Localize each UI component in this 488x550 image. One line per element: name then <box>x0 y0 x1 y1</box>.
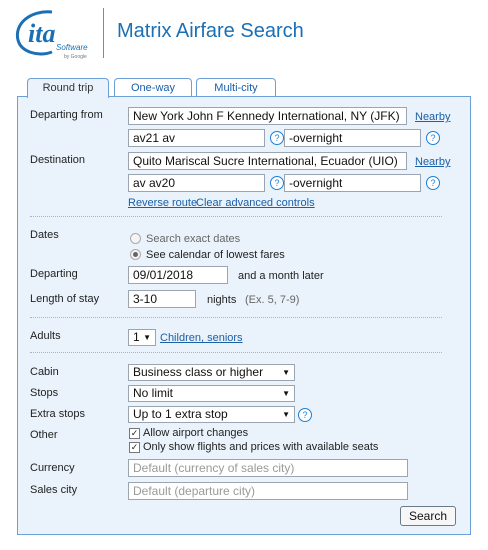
currency-input[interactable]: Default (currency of sales city) <box>128 459 408 477</box>
stops-value: No limit <box>133 386 174 400</box>
month-later-text: and a month later <box>238 270 324 282</box>
search-button[interactable]: Search <box>400 506 456 526</box>
clear-advanced-controls-link[interactable]: Clear advanced controls <box>196 197 315 209</box>
extra-stops-label: Extra stops <box>30 408 86 420</box>
allow-airport-changes-label: Allow airport changes <box>143 427 249 439</box>
departing-from-label: Departing from <box>30 109 103 121</box>
extra-stops-select[interactable] <box>128 406 295 423</box>
chevron-down-icon: ▼ <box>282 368 290 377</box>
cabin-select[interactable] <box>128 364 295 381</box>
nights-text: nights <box>207 294 237 306</box>
help-icon[interactable]: ? <box>426 131 440 145</box>
departing-nearby-link[interactable]: Nearby <box>415 111 451 123</box>
departing-extension-input[interactable]: -overnight <box>284 129 421 147</box>
stops-select[interactable] <box>128 385 295 402</box>
sales-city-label: Sales city <box>30 484 78 496</box>
cabin-label: Cabin <box>30 366 59 378</box>
sales-city-input[interactable]: Default (departure city) <box>128 482 408 500</box>
section-divider <box>30 317 442 318</box>
logo-sub: Software <box>56 43 88 52</box>
logo-separator <box>103 8 104 58</box>
stay-example-text: (Ex. 5, 7-9) <box>245 294 300 306</box>
chevron-down-icon: ▼ <box>282 389 290 398</box>
cabin-value: Business class or higher <box>133 365 264 379</box>
departing-date-label: Departing <box>30 268 78 280</box>
other-label: Other <box>30 429 58 441</box>
chevron-down-icon: ▼ <box>282 410 290 419</box>
destination-nearby-link[interactable]: Nearby <box>415 156 451 168</box>
section-divider <box>30 352 442 353</box>
logo-mark: ita <box>28 19 56 48</box>
departing-date-input[interactable]: 09/01/2018 <box>128 266 228 284</box>
calendar-fares-option-label: See calendar of lowest fares <box>146 249 285 261</box>
departing-airport-input[interactable]: New York John F Kennedy International, NY (JFK) <box>128 107 407 125</box>
ita-software-logo <box>12 6 94 62</box>
departing-routing-input[interactable]: av21 av <box>128 129 265 147</box>
stops-label: Stops <box>30 387 59 399</box>
destination-label: Destination <box>30 154 86 166</box>
adults-label: Adults <box>30 330 61 342</box>
reverse-route-link[interactable]: Reverse route <box>128 197 198 209</box>
currency-label: Currency <box>30 462 75 474</box>
exact-dates-radio[interactable] <box>130 233 141 244</box>
checkmark-icon: ✓ <box>130 442 139 452</box>
destination-routing-input[interactable]: av av20 <box>128 174 265 192</box>
adults-value: 1 <box>133 330 140 344</box>
logo-by: by Google <box>64 54 87 60</box>
available-seats-checkbox[interactable] <box>129 442 140 453</box>
help-icon[interactable]: ? <box>270 176 284 190</box>
calendar-fares-radio[interactable] <box>130 249 141 260</box>
allow-airport-changes-checkbox[interactable] <box>129 428 140 439</box>
extra-stops-value: Up to 1 extra stop <box>133 407 228 421</box>
available-seats-label: Only show flights and prices with available seats <box>143 441 379 453</box>
length-of-stay-label: Length of stay <box>30 293 100 305</box>
section-divider <box>30 216 442 217</box>
help-icon[interactable]: ? <box>298 408 312 422</box>
length-of-stay-input[interactable]: 3-10 <box>128 290 196 308</box>
destination-extension-input[interactable]: -overnight <box>284 174 421 192</box>
exact-dates-option-label: Search exact dates <box>146 233 241 245</box>
dates-label: Dates <box>30 229 59 241</box>
app-title: Matrix Airfare Search <box>117 20 304 42</box>
tab-round-trip[interactable]: Round trip <box>27 78 109 98</box>
help-icon[interactable]: ? <box>426 176 440 190</box>
adults-select[interactable] <box>128 329 156 346</box>
chevron-down-icon: ▼ <box>143 333 151 342</box>
checkmark-icon: ✓ <box>130 428 139 438</box>
tab-one-way[interactable]: One-way <box>114 78 192 97</box>
children-seniors-link[interactable]: Children, seniors <box>160 332 243 344</box>
help-icon[interactable]: ? <box>270 131 284 145</box>
destination-airport-input[interactable]: Quito Mariscal Sucre International, Ecuador (UIO) <box>128 152 407 170</box>
tab-multi-city[interactable]: Multi-city <box>196 78 276 97</box>
